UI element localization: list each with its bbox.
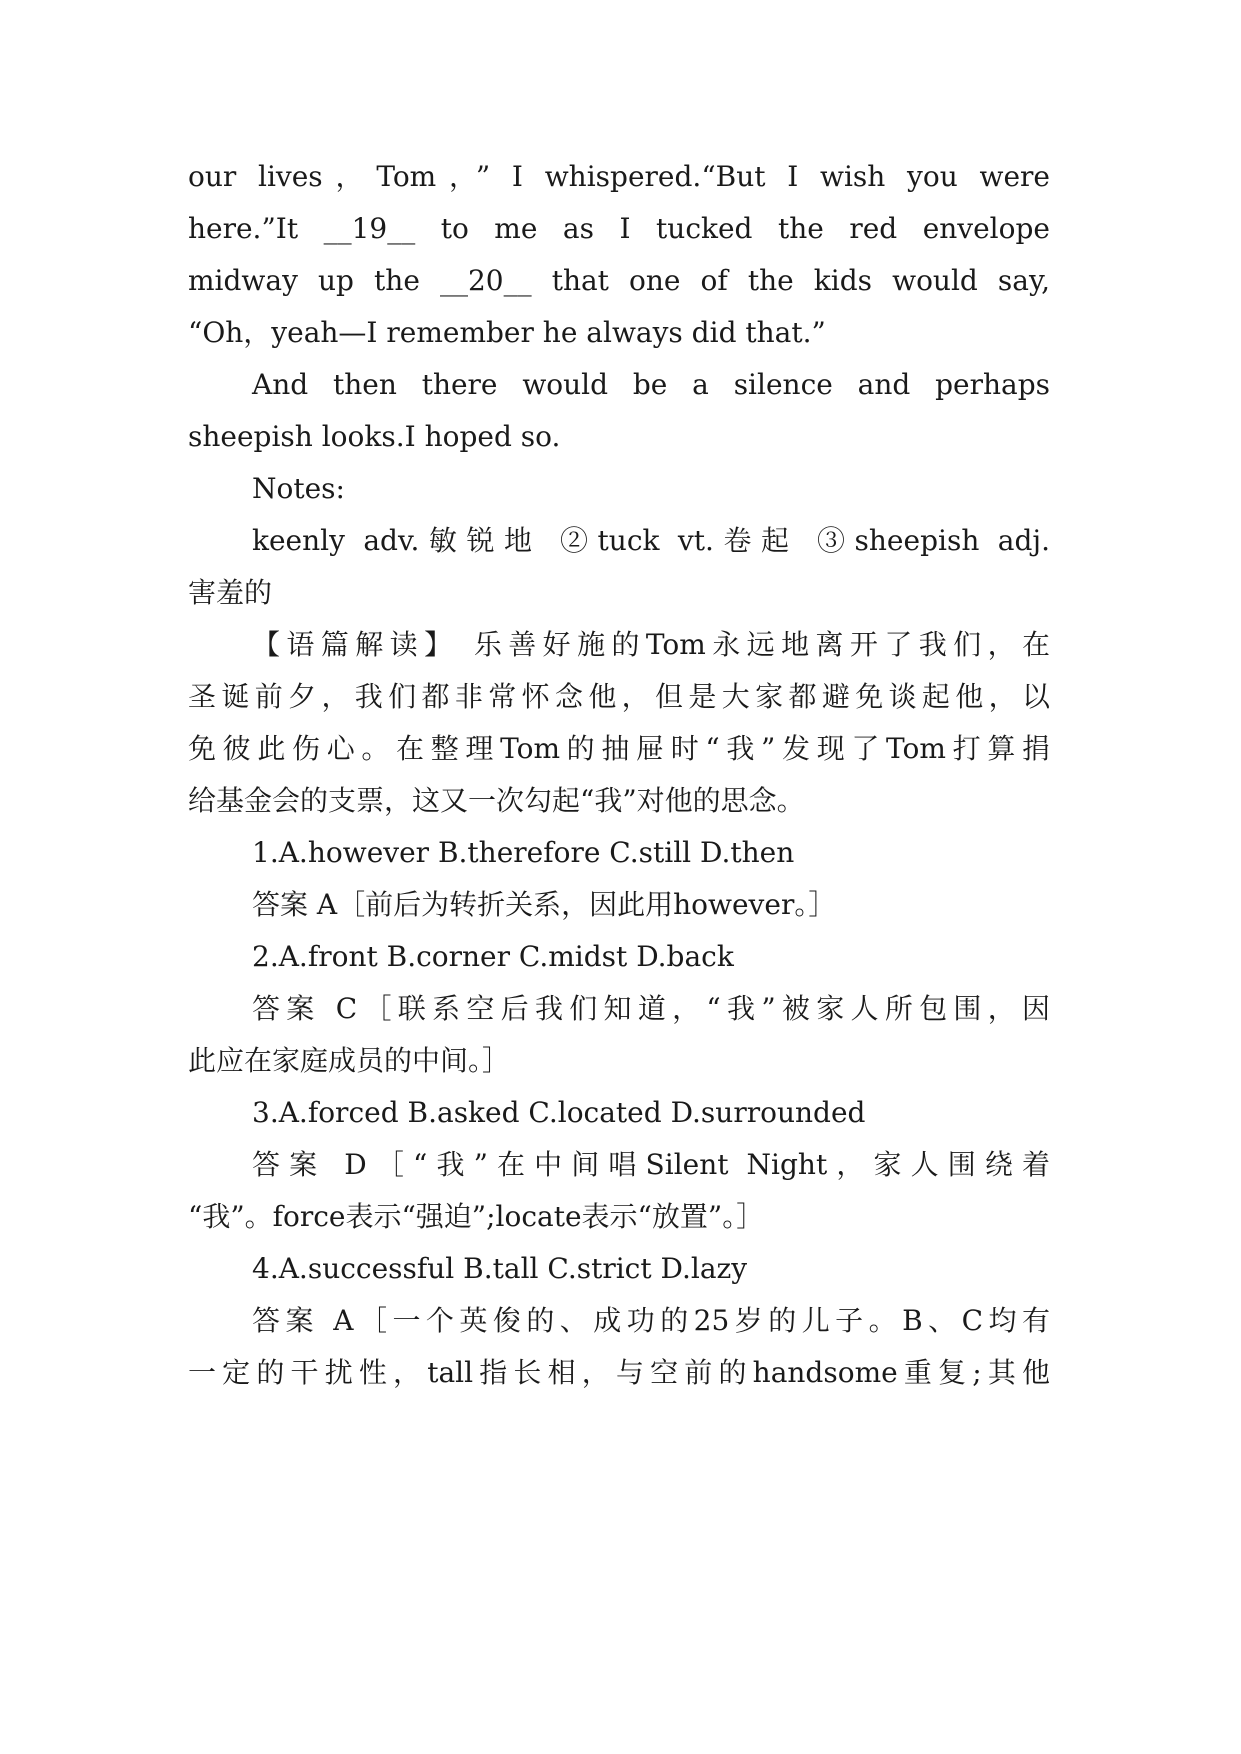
question-options: 2.A.front B.corner C.midst D.back	[252, 940, 734, 973]
passage-line: midway up the __20__ that one of the kids would say,	[188, 264, 1050, 297]
notes-line: keenly adv.敏锐地 ②tuck vt.卷起 ③sheepish adj.	[252, 524, 1050, 557]
notes-line: 害羞的	[188, 576, 273, 609]
notes-heading: Notes:	[252, 472, 345, 505]
answer-line: 此应在家庭成员的中间。］	[188, 1044, 511, 1077]
answer-line: 答案 A［前后为转折关系，因此用however。］	[252, 888, 837, 921]
answer-line: 一定的干扰性，tall指长相，与空前的handsome重复;其他	[188, 1356, 1050, 1389]
answer-line: 答案 C［联系空后我们知道，“我”被家人所包围，因	[252, 992, 1050, 1025]
question-options: 4.A.successful B.tall C.strict D.lazy	[252, 1252, 748, 1285]
passage-line: “Oh，yeah—I remember he always did that.”	[188, 316, 826, 349]
answer-line: 答案 A［一个英俊的、成功的25岁的儿子。B、C均有	[252, 1304, 1050, 1337]
answer-line: 答案 D［“我”在中间唱Silent Night，家人围绕着	[252, 1148, 1050, 1181]
question-options: 1.A.however B.therefore C.still D.then	[252, 836, 795, 869]
passage-line: sheepish looks.I hoped so.	[188, 420, 561, 453]
question-options: 3.A.forced B.asked C.located D.surrounded	[252, 1096, 866, 1129]
passage-line: And then there would be a silence and perhaps	[252, 368, 1050, 401]
summary-line: 给基金会的支票，这又一次勾起“我”对他的思念。	[188, 784, 805, 817]
answer-line: “我”。force表示“强迫”;locate表示“放置”。］	[188, 1200, 765, 1233]
passage-line: our lives，Tom，” I whispered.“But I wish you were	[188, 160, 1050, 193]
passage-line: here.”It __19__ to me as I tucked the red envelope	[188, 212, 1050, 245]
summary-line: 免彼此伤心。在整理Tom的抽屉时“我”发现了Tom打算捐	[188, 732, 1050, 765]
summary-line: 【语篇解读】 乐善好施的Tom永远地离开了我们，在	[252, 628, 1050, 661]
summary-line: 圣诞前夕，我们都非常怀念他，但是大家都避免谈起他，以	[188, 680, 1050, 713]
